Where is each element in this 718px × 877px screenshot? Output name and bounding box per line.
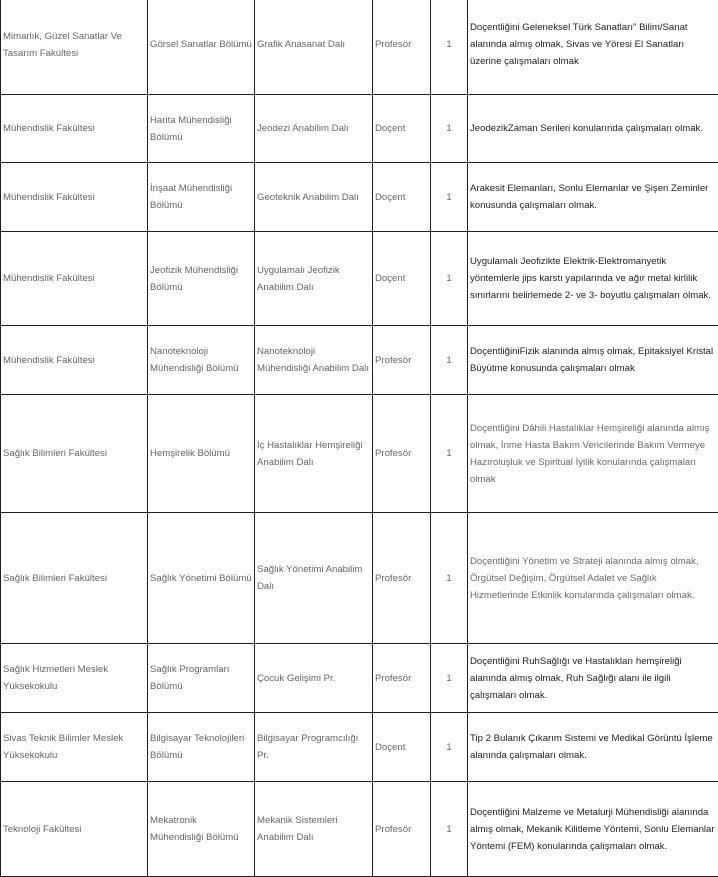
table-row — [1, 326, 718, 395]
table-row — [1, 395, 718, 513]
count-cell: 1 — [431, 782, 468, 877]
requirement-cell: Doçentliğini Geleneksel Türk Sanatları" Bilim/Sanat alanında almış olmak, Sivas ve Yöresi El Sanatları üzerine çalışmaları olmak — [468, 0, 718, 95]
table-row — [1, 163, 718, 232]
title-cell: Profesör — [373, 782, 431, 877]
division-cell: Jeodezi Anabilim Dalı — [255, 95, 373, 163]
title-cell: Doçent — [373, 232, 431, 326]
table-row — [1, 782, 718, 877]
title-cell: Doçent — [373, 95, 431, 163]
requirement-cell: JeodezikZaman Serileri konularında çalışmaları olmak. — [468, 95, 718, 163]
count-cell: 1 — [431, 232, 468, 326]
count-cell: 1 — [431, 0, 468, 95]
title-cell: Profesör — [373, 644, 431, 713]
faculty-cell: Sivas Teknik Bilimler Meslek Yüksekokulu — [1, 713, 148, 782]
department-cell: Jeofizik Mühendisliği Bölümü — [148, 232, 255, 326]
division-cell: Bilgisayar Programcılığı Pr. — [255, 713, 373, 782]
faculty-cell: Sağlık Bilimleri Fakültesi — [1, 513, 148, 644]
faculty-cell: Mühendislik Fakültesi — [1, 163, 148, 232]
faculty-cell: Mimarlık, Güzel Sanatlar Ve Tasarım Fakültesi — [1, 0, 148, 95]
count-cell: 1 — [431, 326, 468, 395]
table-row — [1, 644, 718, 713]
title-cell: Profesör — [373, 0, 431, 95]
division-cell: Grafik Anasanat Dalı — [255, 0, 373, 95]
count-cell: 1 — [431, 395, 468, 513]
department-cell: İnşaat Mühendisliği Bölümü — [148, 163, 255, 232]
faculty-cell: Sağlık Bilimleri Fakültesi — [1, 395, 148, 513]
division-cell: Sağlık Yönetimi Anabilim Dalı — [255, 513, 373, 644]
title-cell: Profesör — [373, 513, 431, 644]
title-cell: Profesör — [373, 326, 431, 395]
faculty-cell: Mühendislik Fakültesi — [1, 95, 148, 163]
table-row — [1, 713, 718, 782]
division-cell: İç Hastalıklar Hemşireliği Anabilim Dalı — [255, 395, 373, 513]
department-cell: Mekatronik Mühendisliği Bölümü — [148, 782, 255, 877]
faculty-cell: Sağlık Hizmetleri Meslek Yüksekokulu — [1, 644, 148, 713]
department-cell: Bilgisayar Teknolojileri Bölümü — [148, 713, 255, 782]
count-cell: 1 — [431, 95, 468, 163]
title-cell: Doçent — [373, 713, 431, 782]
department-cell: Sağlık Programları Bölümü — [148, 644, 255, 713]
table-row — [1, 0, 718, 95]
requirement-cell: Doçentliğini Malzeme ve Metalurji Mühendisliği alanında almış olmak, Mekanik Kilitleme Yöntemi, Sonlu Elemanlar Yöntemi (FEM) konularında çalışmaları olmak. — [468, 782, 718, 877]
count-cell: 1 — [431, 644, 468, 713]
faculty-cell: Teknoloji Fakültesi — [1, 782, 148, 877]
department-cell: Görsel Sanatlar Bölümü — [148, 0, 255, 95]
title-cell: Doçent — [373, 163, 431, 232]
department-cell: Nanoteknoloji Mühendisliği Bölümü — [148, 326, 255, 395]
requirement-cell: Doçentliğini Yönetim ve Strateji alanında almış olmak, Örgütsel Değişim, Örgütsel Adalet ve Sağlık Hizmetlerinde Etkinlik konularında çalışmaları olmak. — [468, 513, 718, 644]
requirement-cell: Tip 2 Bulanık Çıkarım Sistemi ve Medikal Görüntü İşleme alanında çalışmaları olmak. — [468, 713, 718, 782]
division-cell: Geoteknik Anabilim Dalı — [255, 163, 373, 232]
count-cell: 1 — [431, 513, 468, 644]
faculty-cell: Mühendislik Fakültesi — [1, 232, 148, 326]
requirement-cell: DoçentliğiniFizik alanında almış olmak, Epitaksiyel Kristal Büyütme konusunda çalışmaları olmak — [468, 326, 718, 395]
requirement-cell: Uygulamalı Jeofizikte Elektrik-Elektromanyetik yöntemlerle jips karstı yapılarında ve ağır metal kirlilik sınırlarını belirlemede 2- ve 3- boyutlu çalışmaları olmak. — [468, 232, 718, 326]
division-cell: Çocuk Gelişimi Pr. — [255, 644, 373, 713]
table-row — [1, 95, 718, 163]
requirement-cell: Doçentliğini Dâhili Hastalıklar Hemşireliği alanında almış olmak, İnme Hasta Bakım Vericilerinde Bakım Vermeye Hazıroluşluk ve Spiritual İyilik konularında çalışmaları olmak — [468, 395, 718, 513]
faculty-cell: Mühendislik Fakültesi — [1, 326, 148, 395]
title-cell: Profesör — [373, 395, 431, 513]
requirement-cell: Arakesit Elemanları, Sonlu Elemanlar ve Şişen Zeminler konusunda çalışmaları olmak. — [468, 163, 718, 232]
department-cell: Harita Mühendisliği Bölümü — [148, 95, 255, 163]
table-row — [1, 513, 718, 644]
division-cell: Mekanik Sistemleri Anabilim Dalı — [255, 782, 373, 877]
count-cell: 1 — [431, 163, 468, 232]
department-cell: Hemşirelik Bölümü — [148, 395, 255, 513]
requirement-cell: Doçentliğini RuhSağlığı ve Hastalıkları hemşireliği alanında almış olmak, Ruh Sağlığı alanı ile ilgili çalışmaları olmak. — [468, 644, 718, 713]
positions-table-body — [1, 0, 718, 877]
division-cell: Nanoteknoloji Mühendisliği Anabilim Dalı — [255, 326, 373, 395]
count-cell: 1 — [431, 713, 468, 782]
department-cell: Sağlık Yönetimi Bölümü — [148, 513, 255, 644]
division-cell: Uygulamalı Jeofizik Anabilim Dalı — [255, 232, 373, 326]
table-row — [1, 232, 718, 326]
